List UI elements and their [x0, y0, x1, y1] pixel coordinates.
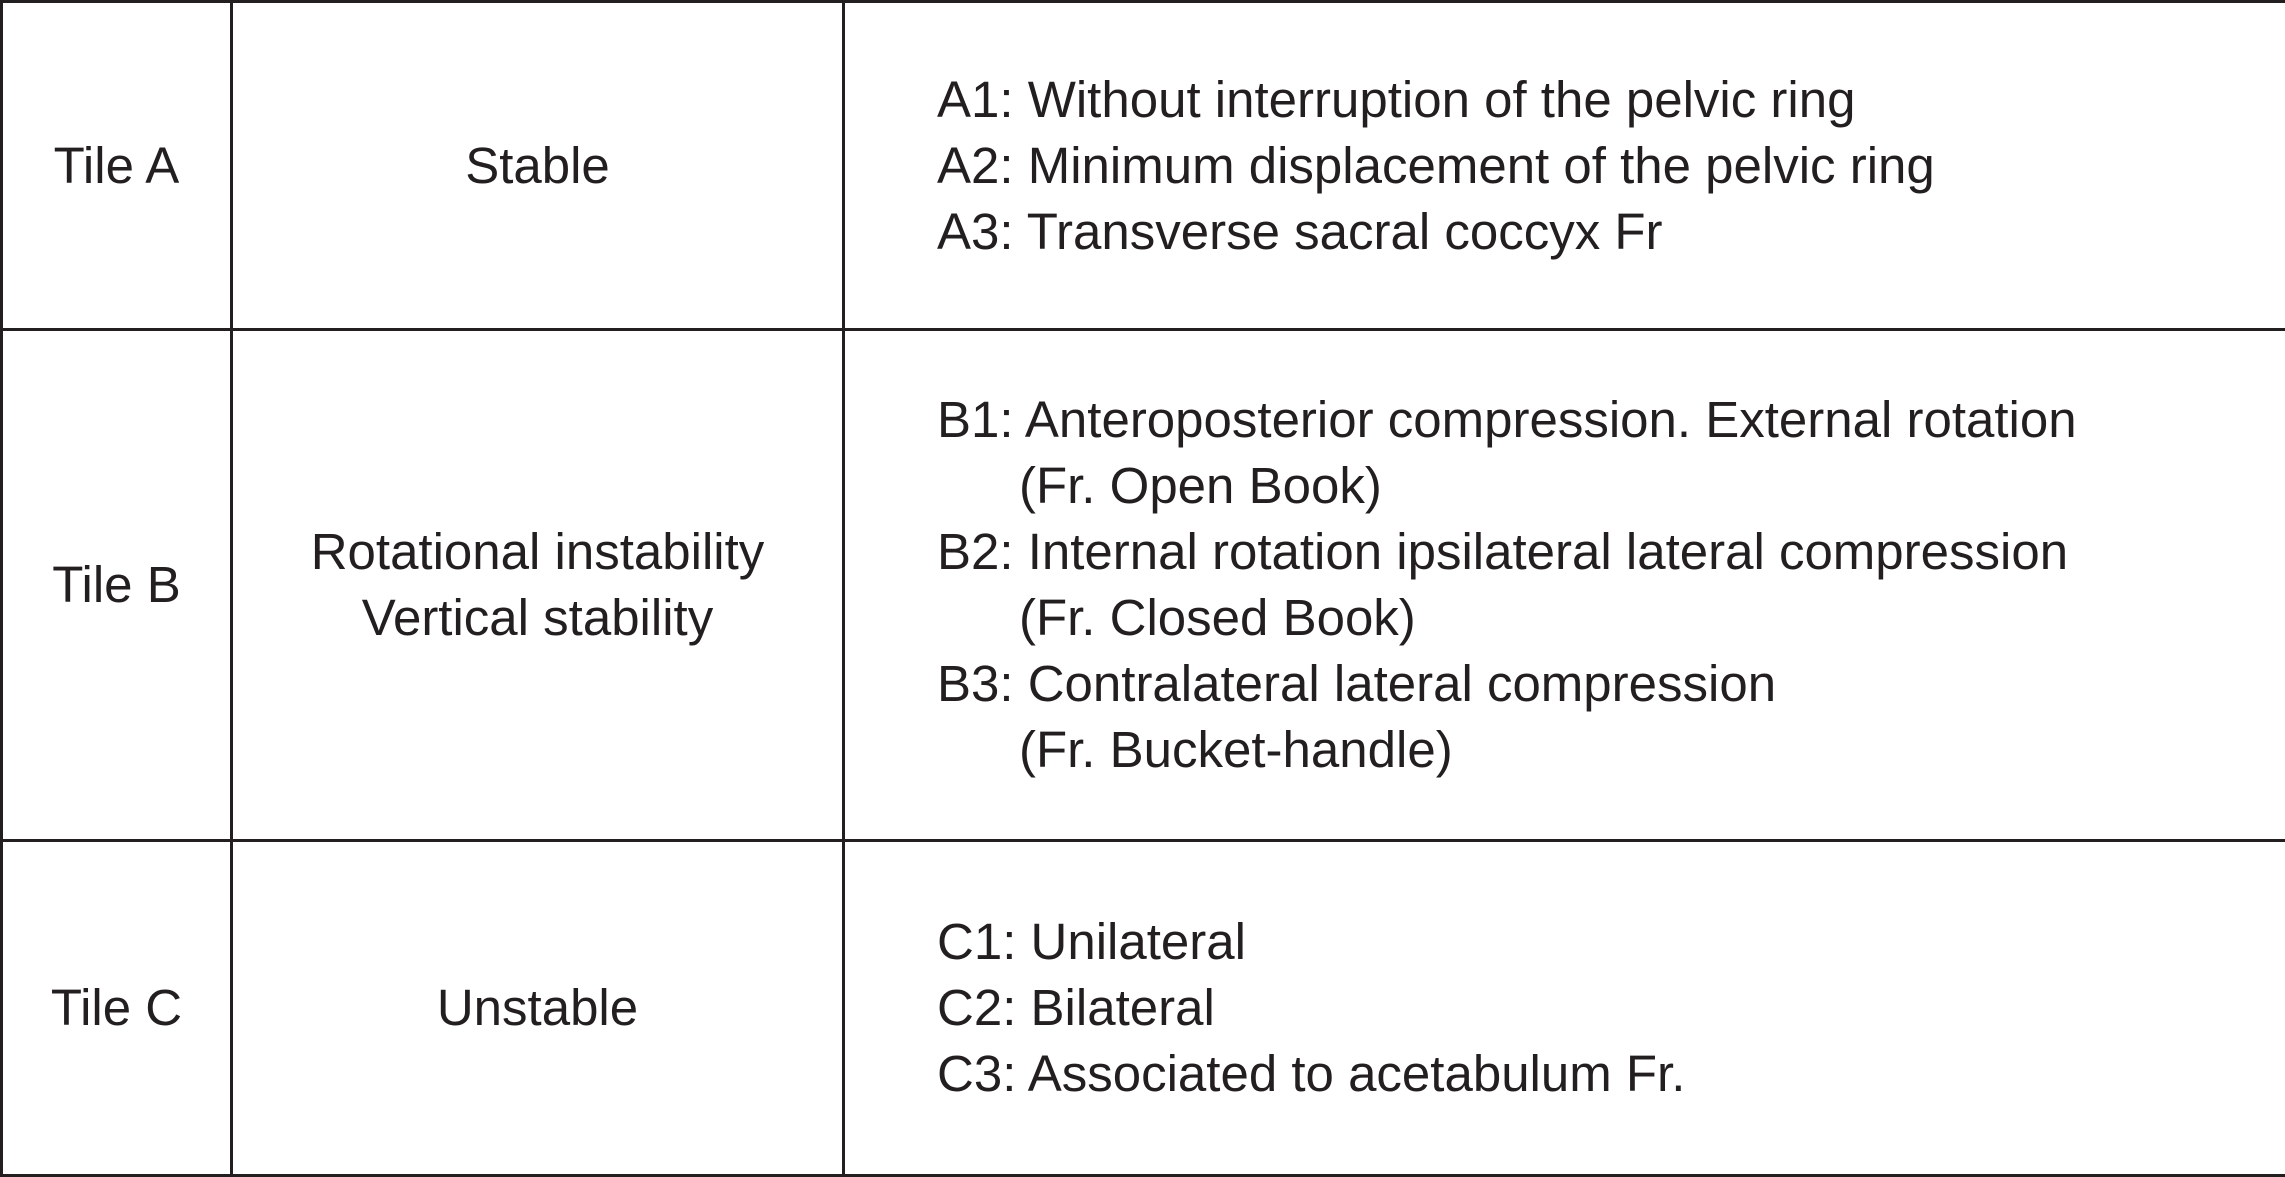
- stability-text: Unstable: [233, 975, 842, 1041]
- subtype-b3-note: (Fr. Bucket-handle): [937, 717, 2285, 783]
- stability-cell: [232, 2, 844, 330]
- subtype-c2: C2: Bilateral: [937, 975, 2285, 1041]
- tile-name: Tile A: [54, 137, 180, 194]
- subtype-a3: A3: Transverse sacral coccyx Fr: [937, 199, 2285, 265]
- stability-text: Rotational instability: [233, 519, 842, 585]
- stability-cell: [232, 841, 844, 1176]
- subtype-c1: C1: Unilateral: [937, 909, 2285, 975]
- subtype-b1-note: (Fr. Open Book): [937, 453, 2285, 519]
- table-row-tile-b: [2, 330, 2285, 841]
- subtype-a1: A1: Without interruption of the pelvic ring: [937, 67, 2285, 133]
- subtype-b2: B2: Internal rotation ipsilateral lateral compression: [937, 519, 2285, 585]
- subtype-b1: B1: Anteroposterior compression. External rotation: [937, 387, 2285, 453]
- table-row-tile-c: [2, 841, 2285, 1176]
- subtypes-cell: [844, 841, 2285, 1176]
- subtype-b2-note: (Fr. Closed Book): [937, 585, 2285, 651]
- tile-name: Tile B: [52, 556, 180, 613]
- tile-name-cell: [2, 841, 232, 1176]
- subtype-a2: A2: Minimum displacement of the pelvic ring: [937, 133, 2285, 199]
- stability-text: Stable: [233, 133, 842, 199]
- tile-name: Tile C: [51, 979, 182, 1036]
- subtypes-cell: [844, 330, 2285, 841]
- tile-name-cell: [2, 2, 232, 330]
- subtype-c3: C3: Associated to acetabulum Fr.: [937, 1041, 2285, 1107]
- subtypes-cell: [844, 2, 2285, 330]
- stability-cell: [232, 330, 844, 841]
- table-row-tile-a: [2, 2, 2285, 330]
- tile-name-cell: [2, 330, 232, 841]
- stability-text: Vertical stability: [233, 585, 842, 651]
- subtype-b3: B3: Contralateral lateral compression: [937, 651, 2285, 717]
